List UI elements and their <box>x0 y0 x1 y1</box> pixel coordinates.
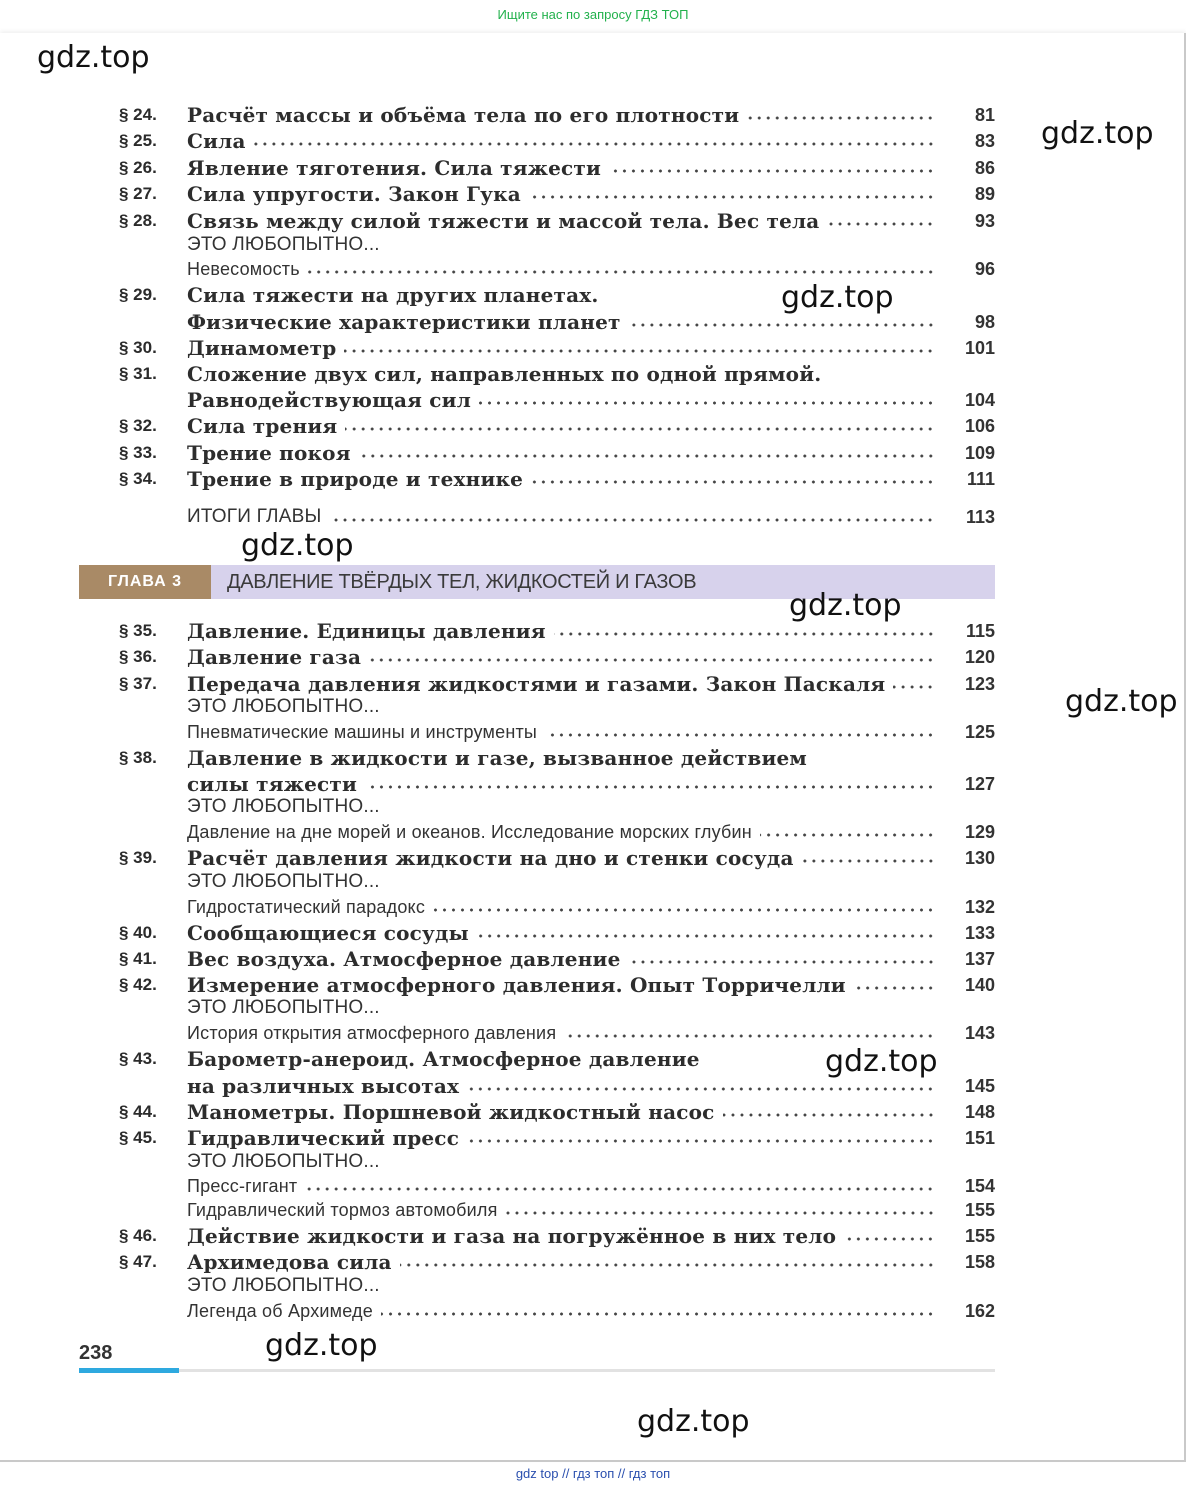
toc-row <box>0 1223 1000 1249</box>
section-number: § 34. <box>119 469 157 488</box>
entry-title: Действие жидкости и газа на погружённое в них тело <box>187 1224 837 1248</box>
section-number: § 47. <box>119 1252 157 1271</box>
dot-leader <box>827 221 935 227</box>
section-number: § 43. <box>119 1049 157 1068</box>
dot-leader <box>254 141 935 147</box>
entry-title: ЭТО ЛЮБОПЫТНО... <box>187 1151 380 1172</box>
page-number: 238 <box>79 1342 113 1364</box>
entry-title: ЭТО ЛЮБОПЫТНО... <box>187 234 380 255</box>
toc-row <box>0 102 1000 128</box>
page-ref: 120 <box>964 647 995 667</box>
entry-title: Сила трения <box>187 414 338 438</box>
entry-title: Архимедова сила <box>187 1250 392 1274</box>
dot-leader <box>308 269 935 275</box>
entry-title: Сообщающиеся сосуды <box>187 921 469 945</box>
dot-leader <box>723 1112 935 1118</box>
entry-title: Давление. Единицы давления <box>187 619 546 643</box>
dot-leader <box>305 1186 935 1192</box>
page-ref: 140 <box>964 975 995 995</box>
entry-title: Манометры. Поршневой жидкостный насос <box>187 1100 715 1124</box>
toc-row <box>0 719 1000 745</box>
entry-title: ЭТО ЛЮБОПЫТНО... <box>187 871 380 892</box>
page-ref: 155 <box>964 1200 995 1220</box>
toc-entry <box>187 1099 935 1125</box>
dot-leader <box>531 479 935 485</box>
section-number: § 33. <box>119 443 157 462</box>
toc-row <box>0 995 1000 1021</box>
toc-row <box>0 1249 1000 1275</box>
entry-title: ЭТО ЛЮБОПЫТНО... <box>187 696 380 717</box>
toc-entry <box>187 155 935 181</box>
dot-leader <box>802 858 935 864</box>
toc-entry <box>187 232 935 258</box>
watermark: gdz.top <box>637 1404 750 1439</box>
entry-title: Сила <box>187 129 246 153</box>
toc-row <box>0 694 1000 720</box>
dot-leader <box>433 907 935 913</box>
page-ref: 145 <box>964 1076 995 1096</box>
toc-entry <box>187 946 935 972</box>
dot-leader <box>760 832 935 838</box>
dot-leader <box>467 1086 935 1092</box>
dot-leader <box>629 959 935 965</box>
dot-leader <box>854 985 935 991</box>
toc-entry <box>187 694 935 720</box>
toc-entry <box>187 1020 935 1046</box>
watermark: gdz.top <box>825 1044 938 1079</box>
dot-leader <box>467 1138 935 1144</box>
toc-row <box>0 155 1000 181</box>
watermark: gdz.top <box>1041 116 1154 151</box>
entry-title: Сложение двух сил, направленных по одной прямой. <box>187 362 822 386</box>
page-ref: 137 <box>964 949 995 969</box>
entry-title: Давление в жидкости и газе, вызванное действием <box>187 746 807 770</box>
watermark: gdz.top <box>37 40 150 75</box>
toc-entry <box>187 440 935 466</box>
toc-row <box>0 335 1000 361</box>
toc-row <box>0 1298 1000 1324</box>
toc-entry <box>187 128 935 154</box>
toc-row <box>0 920 1000 946</box>
toc-entry <box>187 387 935 413</box>
toc-row <box>0 208 1000 234</box>
toc-entry <box>187 995 935 1021</box>
toc-entry <box>187 181 935 207</box>
toc-row <box>0 894 1000 920</box>
entry-title: ИТОГИ ГЛАВЫ <box>187 506 322 527</box>
section-number: § 28. <box>119 211 157 230</box>
toc-entry <box>187 794 935 820</box>
entry-title: Гидравлический тормоз автомобиля <box>187 1200 498 1220</box>
toc-entry <box>187 920 935 946</box>
page-ref: 130 <box>964 848 995 868</box>
toc-row <box>0 256 1000 282</box>
page-ref: 143 <box>964 1023 995 1043</box>
toc-row <box>0 440 1000 466</box>
toc-entry <box>187 845 935 871</box>
page-ref: 83 <box>974 131 995 151</box>
section-number: § 26. <box>119 158 157 177</box>
page-ref: 101 <box>964 338 995 358</box>
entry-title: Гидростатический парадокс <box>187 897 426 917</box>
toc-entry <box>187 719 935 745</box>
page-footer-accent <box>79 1368 179 1373</box>
entry-title: Давление газа <box>187 645 362 669</box>
toc-row <box>0 466 1000 492</box>
page-ref: 127 <box>964 774 995 794</box>
dot-leader <box>359 453 935 459</box>
toc-entry <box>187 1298 935 1324</box>
dot-leader <box>545 732 935 738</box>
page-ref: 113 <box>965 507 995 527</box>
toc-row <box>0 794 1000 820</box>
section-number: § 24. <box>119 105 157 124</box>
dot-leader <box>529 194 935 200</box>
table-of-contents <box>0 33 1184 1460</box>
entry-title: Легенда об Архимеде <box>187 1301 373 1321</box>
entry-title: Трение в природе и технике <box>187 467 524 491</box>
dot-leader <box>844 1236 935 1242</box>
toc-entry <box>187 894 935 920</box>
toc-row <box>0 504 1000 530</box>
section-number: § 30. <box>119 338 157 357</box>
toc-entry <box>187 413 935 439</box>
entry-title: Физические характеристики планет <box>187 310 621 334</box>
toc-row <box>0 644 1000 670</box>
toc-row <box>0 845 1000 871</box>
toc-row <box>0 1099 1000 1125</box>
toc-entry <box>187 1073 935 1099</box>
toc-entry <box>187 869 935 895</box>
watermark: gdz.top <box>265 1328 378 1363</box>
top-banner[interactable]: Ищите нас по запросу ГДЗ ТОП <box>497 7 689 22</box>
page-ref: 109 <box>964 443 995 463</box>
toc-entry <box>187 504 935 530</box>
page-ref: 133 <box>964 923 995 943</box>
page-ref: 89 <box>974 184 995 204</box>
section-number: § 42. <box>119 975 157 994</box>
book-page <box>0 33 1186 1462</box>
entry-title: Сила тяжести на других планетах. <box>187 283 599 307</box>
entry-title: Явление тяготения. Сила тяжести <box>187 156 602 180</box>
section-number: § 32. <box>119 416 157 435</box>
entry-title: Измерение атмосферного давления. Опыт Торричелли <box>187 973 846 997</box>
page-ref: 162 <box>964 1301 995 1321</box>
section-number: § 38. <box>119 748 157 767</box>
toc-row <box>0 128 1000 154</box>
dot-leader <box>344 348 935 354</box>
toc-row <box>0 181 1000 207</box>
toc-row <box>0 1020 1000 1046</box>
entry-title: ЭТО ЛЮБОПЫТНО... <box>187 796 380 817</box>
entry-title: История открытия атмосферного давления <box>187 1023 557 1043</box>
entry-title: ЭТО ЛЮБОПЫТНО... <box>187 1275 380 1296</box>
toc-row <box>0 1273 1000 1299</box>
page-ref: 86 <box>974 158 995 178</box>
toc-entry <box>187 1197 935 1223</box>
watermark: gdz.top <box>789 588 902 623</box>
entry-title: Динамометр <box>187 336 337 360</box>
section-number: § 44. <box>119 1102 157 1121</box>
entry-title: Вес воздуха. Атмосферное давление <box>187 947 621 971</box>
dot-leader <box>329 517 935 523</box>
chapter-label: ГЛАВА 3 <box>79 565 211 599</box>
toc-entry <box>187 1173 935 1199</box>
page-ref: 151 <box>964 1128 995 1148</box>
dot-leader <box>369 657 935 663</box>
toc-entry <box>187 102 935 128</box>
toc-row <box>0 387 1000 413</box>
page-ref: 148 <box>964 1102 995 1122</box>
dot-leader <box>747 115 935 121</box>
page-ref: 96 <box>974 259 995 279</box>
section-number: § 46. <box>119 1226 157 1245</box>
toc-row <box>0 232 1000 258</box>
dot-leader <box>365 784 935 790</box>
section-number: § 40. <box>119 923 157 942</box>
toc-entry <box>187 1125 935 1151</box>
toc-row <box>0 1125 1000 1151</box>
toc-row <box>0 819 1000 845</box>
toc-entry <box>187 256 935 282</box>
page-ref: 154 <box>964 1176 995 1196</box>
dot-leader <box>477 933 935 939</box>
toc-entry <box>187 1046 935 1072</box>
dot-leader <box>609 168 935 174</box>
dot-leader <box>506 1210 935 1216</box>
toc-entry <box>187 745 935 771</box>
toc-row <box>0 946 1000 972</box>
toc-entry <box>187 361 935 387</box>
page-ref: 93 <box>974 211 995 231</box>
toc-row <box>0 413 1000 439</box>
page-ref: 123 <box>964 674 995 694</box>
entry-title: Пневматические машины и инструменты <box>187 722 538 742</box>
entry-title: Гидравлический пресс <box>187 1126 460 1150</box>
toc-entry <box>187 819 935 845</box>
entry-title: на различных высотах <box>187 1074 460 1098</box>
toc-entry <box>187 1223 935 1249</box>
chapter-title: ДАВЛЕНИЕ ТВЁРДЫХ ТЕЛ, ЖИДКОСТЕЙ И ГАЗОВ <box>227 571 697 593</box>
page-ref: 129 <box>964 822 995 842</box>
entry-title: Расчёт массы и объёма тела по его плотности <box>187 103 740 127</box>
toc-row <box>0 1149 1000 1175</box>
section-number: § 31. <box>119 364 157 383</box>
page-ref: 106 <box>964 416 995 436</box>
toc-row <box>0 745 1000 771</box>
section-number: § 39. <box>119 848 157 867</box>
section-number: § 36. <box>119 647 157 666</box>
dot-leader <box>381 1311 935 1317</box>
watermark: gdz.top <box>1065 684 1178 719</box>
entry-title: Расчёт давления жидкости на дно и стенки сосуда <box>187 846 794 870</box>
entry-title: ЭТО ЛЮБОПЫТНО... <box>187 997 380 1018</box>
page-ref: 111 <box>966 469 995 489</box>
section-number: § 37. <box>119 674 157 693</box>
page-footer-rule <box>79 1369 995 1372</box>
entry-title: силы тяжести <box>187 772 358 796</box>
page-ref: 125 <box>964 722 995 742</box>
page-ref: 155 <box>964 1226 995 1246</box>
page-ref: 104 <box>964 390 995 410</box>
toc-row <box>0 1197 1000 1223</box>
section-number: § 27. <box>119 184 157 203</box>
entry-title: Сила упругости. Закон Гука <box>187 182 521 206</box>
toc-entry <box>187 335 935 361</box>
dot-leader <box>479 400 935 406</box>
section-number: § 45. <box>119 1128 157 1147</box>
dot-leader <box>400 1262 935 1268</box>
watermark: gdz.top <box>781 280 894 315</box>
page-ref: 115 <box>965 621 995 641</box>
toc-entry <box>187 208 935 234</box>
section-number: § 25. <box>119 131 157 150</box>
section-number: § 35. <box>119 621 157 640</box>
page-ref: 98 <box>974 312 995 332</box>
dot-leader <box>629 322 935 328</box>
dot-leader <box>893 684 935 690</box>
dot-leader <box>554 631 935 637</box>
watermark: gdz.top <box>241 528 354 563</box>
entry-title: Невесомость <box>187 259 300 279</box>
entry-title: Связь между силой тяжести и массой тела. Вес тела <box>187 209 820 233</box>
page-ref: 132 <box>964 897 995 917</box>
entry-title: Пресс-гигант <box>187 1176 298 1196</box>
section-number: § 29. <box>119 285 157 304</box>
site-footer[interactable]: gdz top // гдз топ // гдз топ <box>515 1466 671 1481</box>
toc-entry <box>187 466 935 492</box>
toc-entry <box>187 1249 935 1275</box>
toc-row <box>0 361 1000 387</box>
section-number: § 41. <box>119 949 157 968</box>
entry-title: Давление на дне морей и океанов. Исследование морских глубин <box>187 822 752 842</box>
toc-entry <box>187 1149 935 1175</box>
toc-entry <box>187 644 935 670</box>
page-ref: 81 <box>974 105 995 125</box>
entry-title: Трение покоя <box>187 441 351 465</box>
toc-row <box>0 869 1000 895</box>
dot-leader <box>345 426 935 432</box>
dot-leader <box>564 1033 935 1039</box>
page-ref: 158 <box>964 1252 995 1272</box>
toc-row <box>0 1173 1000 1199</box>
toc-entry <box>187 1273 935 1299</box>
entry-title: Равнодействующая сил <box>187 388 471 412</box>
entry-title: Барометр-анероид. Атмосферное давление <box>187 1047 700 1071</box>
entry-title: Передача давления жидкостями и газами. Закон Паскаля <box>187 672 886 696</box>
